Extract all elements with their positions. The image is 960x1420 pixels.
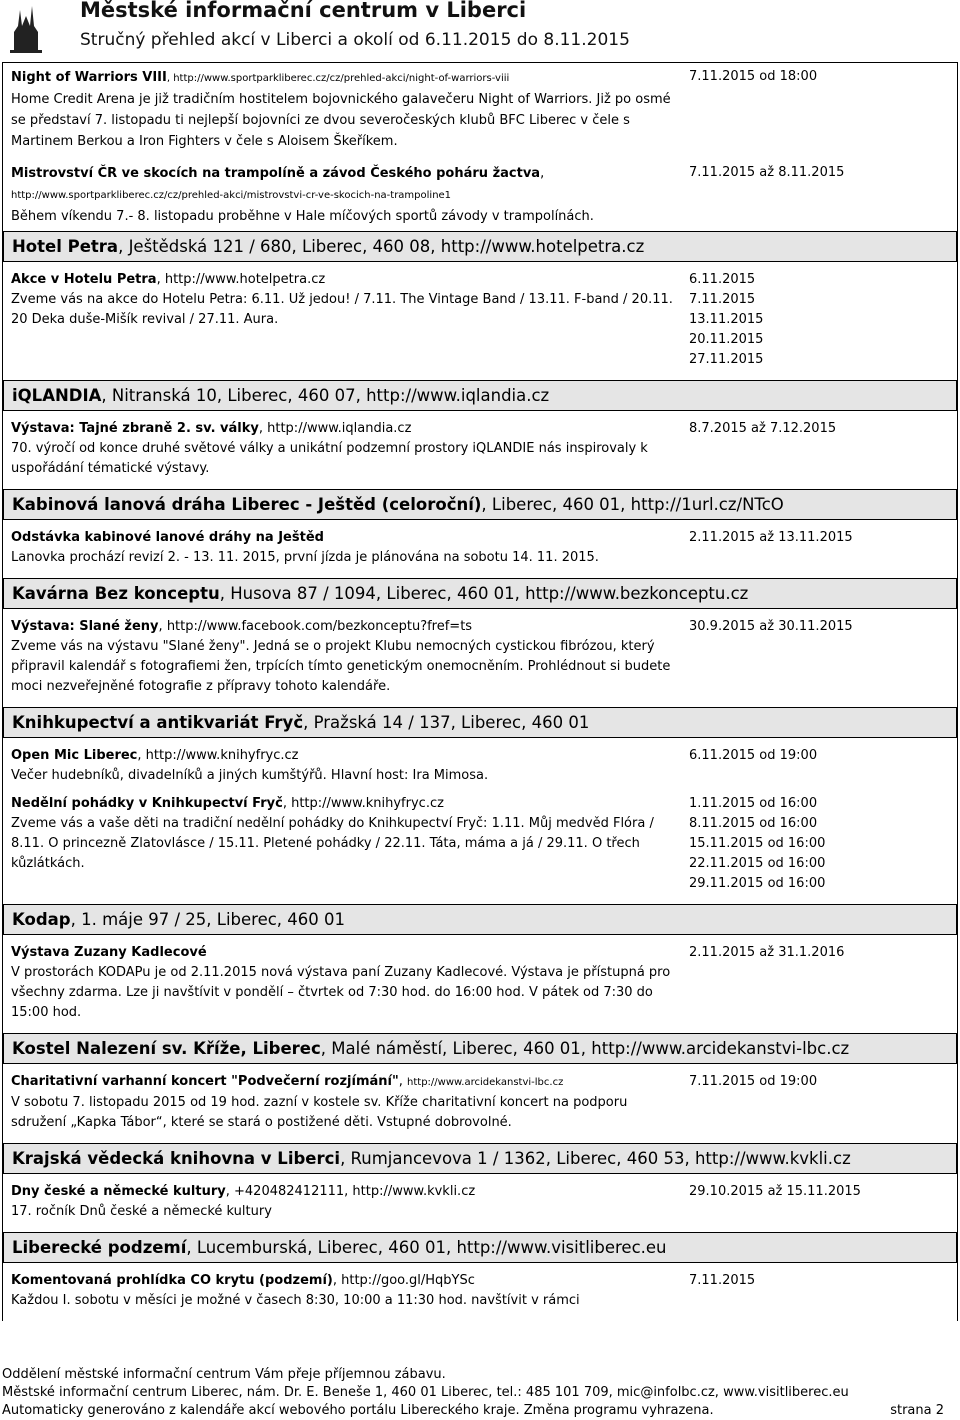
event-description: Zveme vás na akce do Hotelu Petra: 6.11. Už jedou! / 7.11. The Vintage Band / 13.11. F-band / 20.11. 20 Deka duše-Mišík revival / 27.11. Aura. <box>11 292 673 327</box>
event-title: Open Mic Liberec <box>11 748 138 763</box>
venue-block <box>2 707 958 904</box>
venue-block <box>2 904 958 1033</box>
venue-address: , Pražská 14 / 137, Liberec, 460 01 <box>303 713 590 732</box>
event-row: Charitativní varhanní koncert "Podvečerní rozjímání", http://www.arcidekanstvi-lbc.cz V sobotu 7. listopadu 2015 od 19 hod. zazní v kostele sv. Kříže charitativní koncert na podporu sdružení „Kapka Tábor“, které se stará o postižené děti. Vstupné dobrovolné. 7.11.2015 od 19:00 <box>3 1064 957 1133</box>
event-title: Odstávka kabinové lanové dráhy na Ještěd <box>11 530 324 545</box>
event-date: 20.11.2015 <box>689 332 764 347</box>
event-date: 29.11.2015 od 16:00 <box>689 876 826 891</box>
event-url[interactable]: http://www.arcidekanstvi-lbc.cz <box>407 1077 564 1088</box>
venue-header <box>3 1033 957 1064</box>
page-header <box>0 0 960 62</box>
event-row <box>3 520 957 568</box>
footer-disclaimer: Automaticky generováno z kalendáře akcí webového portálu Libereckého kraje. Změna programu vyhrazena. <box>2 1403 714 1418</box>
event-row: Výstava: Slané ženy, http://www.facebook.com/bezkonceptu?fref=ts Zveme vás na výstavu "Slané ženy". Jedná se o projekt Klubu nemocných cystickou fibrózou, který připravil kalendář s fotografiemi žen, trpících tímto genetickým onemocněním. Prohlédnout si budete moci nezveřejněné fotografie z přípravy tohoto kalendáře. 30.9.2015 až 30.11.2015 <box>3 609 957 697</box>
event-date: 7.11.2015 až 8.11.2015 <box>689 165 845 180</box>
event-row: Dny české a německé kultury, +420482412111, http://www.kvkli.cz 17. ročník Dnů české a německé kultury 29.10.2015 až 15.11.2015 <box>3 1174 957 1222</box>
event-date: 7.11.2015 <box>689 292 756 307</box>
venue-block <box>2 1033 958 1143</box>
event-url[interactable]: http://www.knihyfryc.cz <box>291 796 444 811</box>
venue-header <box>3 707 957 738</box>
venue-address: , Lucemburská, Liberec, 460 01, http://www.visitliberec.eu <box>186 1238 667 1257</box>
event-row: Výstava: Tajné zbraně 2. sv. války, http://www.iqlandia.cz 70. výročí od konce druhé světové války a unikátní podzemní prostory iQLANDIE nás inspirovaly k uspořádání tématické výstavy. 8.7.2015 až 7.12.2015 <box>3 411 957 479</box>
venue-block <box>2 1232 958 1321</box>
venue-name: Kabinová lanová dráha Liberec - Ještěd (celoroční) <box>12 495 482 514</box>
event-description: Zveme vás a vaše děti na tradiční nedělní pohádky do Knihkupectví Fryč: 1.11. Můj medvěd Flóra / 8.11. O princezně Zlatovlásce / 15.11. Pletené pohádky / 22.11. Táta, máma a já / 29.11. O třech kůzlátkách. <box>11 816 654 871</box>
venue-block <box>2 1143 958 1232</box>
venue-address: , Liberec, 460 01, http://1url.cz/NTcO <box>481 495 784 514</box>
venue-name: Hotel Petra <box>12 237 119 256</box>
event-date: 6.11.2015 <box>689 272 756 287</box>
event-date: 7.11.2015 <box>689 1273 756 1288</box>
event-title: Výstava Zuzany Kadlecové <box>11 945 207 960</box>
venue-header <box>3 578 957 609</box>
venue-header <box>3 489 957 520</box>
event-url[interactable]: http://www.facebook.com/bezkonceptu?fref=ts <box>166 619 473 634</box>
venue-name: Kostel Nalezení sv. Kříže, Liberec <box>12 1039 321 1058</box>
event-date: 13.11.2015 <box>689 312 764 327</box>
venue-name: Kavárna Bez konceptu <box>12 584 220 603</box>
event-title: Nedělní pohádky v Knihkupectví Fryč <box>11 796 283 811</box>
event-url[interactable]: +420482412111, http://www.kvkli.cz <box>234 1184 476 1199</box>
event-row <box>3 935 957 1023</box>
venue-name: Knihkupectví a antikvariát Fryč <box>12 713 304 732</box>
event-row: Komentovaná prohlídka CO krytu (podzemí), http://goo.gl/HqbYSc Každou I. sobotu v měsíci je možné v časech 8:30, 10:00 a 11:30 hod. navštívit v rámci 7.11.2015 <box>3 1263 957 1311</box>
page-subtitle: Stručný přehled akcí v Liberci a okolí od 6.11.2015 do 8.11.2015 <box>80 30 630 50</box>
venue-address: , Nitranská 10, Liberec, 460 07, http://www.iqlandia.cz <box>101 386 550 405</box>
event-date: 27.11.2015 <box>689 352 764 367</box>
venue-address: , Rumjancevova 1 / 1362, Liberec, 460 53, http://www.kvkli.cz <box>340 1149 851 1168</box>
events-listing <box>2 62 958 1321</box>
event-description: Večer hudebníků, divadelníků a jiných kumštýřů. Hlavní host: Ira Mimosa. <box>11 768 489 783</box>
event-description: Lanovka prochází revizí 2. - 13. 11. 2015, první jízda je plánována na sobotu 14. 11. 2015. <box>11 550 599 565</box>
venue-address: , Husova 87 / 1094, Liberec, 460 01, http://www.bezkonceptu.cz <box>219 584 749 603</box>
event-date: 7.11.2015 od 19:00 <box>689 1074 818 1089</box>
liberec-town-hall-logo-icon <box>6 2 46 54</box>
event-row: Open Mic Liberec, http://www.knihyfryc.cz Večer hudebníků, divadelníků a jiných kumštýřů. Hlavní host: Ira Mimosa. 6.11.2015 od 19:00 <box>3 738 957 786</box>
venue-address: , 1. máje 97 / 25, Liberec, 460 01 <box>70 910 346 929</box>
page-title: Městské informační centrum v Liberci <box>80 0 527 22</box>
event-url[interactable]: http://goo.gl/HqbYSc <box>341 1273 475 1288</box>
event-url[interactable]: http://www.hotelpetra.cz <box>164 272 326 287</box>
event-row: Mistrovství ČR ve skocích na trampolíně a závod Českého poháru žactva, http://www.sportparkliberec.cz/cz/prehled-akci/mistrovstvi-cr-ve-skocich-na-trampoline1 Během víkendu 7.- 8. listopadu proběhne v Hale míčových sportů závody v trampolínách. 7.11.2015 až 8.11.2015 <box>3 160 957 227</box>
event-url[interactable]: http://www.knihyfryc.cz <box>145 748 299 763</box>
venue-name: Kodap <box>12 910 71 929</box>
venue-header <box>3 380 957 411</box>
venue-block <box>2 380 958 489</box>
venue-header <box>3 231 957 262</box>
event-date: 30.9.2015 až 30.11.2015 <box>689 619 853 634</box>
event-date: 1.11.2015 od 16:00 <box>689 796 818 811</box>
event-date: 29.10.2015 až 15.11.2015 <box>689 1184 861 1199</box>
event-date: 15.11.2015 od 16:00 <box>689 836 826 851</box>
venue-block <box>2 231 958 380</box>
event-date: 8.11.2015 od 16:00 <box>689 816 818 831</box>
venue-header <box>3 904 957 935</box>
event-title: Charitativní varhanní koncert "Podvečerní rozjímání" <box>11 1074 399 1089</box>
page-number: strana 2 <box>890 1403 944 1418</box>
top-events-block <box>2 62 958 231</box>
event-title: Mistrovství ČR ve skocích na trampolíně a závod Českého poháru žactva <box>11 166 541 181</box>
event-title: Dny české a německé kultury <box>11 1184 226 1199</box>
event-title: Komentovaná prohlídka CO krytu (podzemí) <box>11 1273 333 1288</box>
event-description: Během víkendu 7.- 8. listopadu proběhne v Hale míčových sportů závody v trampolínách. <box>11 209 594 224</box>
event-description: Zveme vás na výstavu "Slané ženy". Jedná se o projekt Klubu nemocných cystickou fibrózou, který připravil kalendář s fotografiemi žen, trpících tímto genetickým onemocněním. Prohlédnout si budete moci nezveřejněné fotografie z přípravy tohoto kalendáře. <box>11 639 671 694</box>
venue-name: Liberecké podzemí <box>12 1238 187 1257</box>
event-description: 70. výročí od konce druhé světové války a unikátní podzemní prostory iQLANDIE nás inspirovaly k uspořádání tématické výstavy. <box>11 441 648 476</box>
event-title: Night of Warriors VIII <box>11 70 167 85</box>
event-url[interactable]: http://www.iqlandia.cz <box>267 421 412 436</box>
footer-contact: Městské informační centrum Liberec, nám. Dr. E. Beneše 1, 460 01 Liberec, tel.: 485 101 709, mic@infolbc.cz, www.visitliberec.eu <box>2 1385 849 1400</box>
venue-address: , Ještědská 121 / 680, Liberec, 460 08, http://www.hotelpetra.cz <box>118 237 645 256</box>
event-date: 6.11.2015 od 19:00 <box>689 748 818 763</box>
event-url[interactable]: http://www.sportparkliberec.cz/cz/prehled-akci/night-of-warriors-viii <box>173 73 510 84</box>
venue-address: , Malé náměstí, Liberec, 460 01, http://www.arcidekanstvi-lbc.cz <box>320 1039 850 1058</box>
event-title: Akce v Hotelu Petra <box>11 272 157 287</box>
event-description: V sobotu 7. listopadu 2015 od 19 hod. zazní v kostele sv. Kříže charitativní koncert na podporu sdružení „Kapka Tábor“, které se stará o postižené děti. Vstupné dobrovolné. <box>11 1095 628 1130</box>
venue-name: iQLANDIA <box>12 386 102 405</box>
event-url[interactable]: http://www.sportparkliberec.cz/cz/prehled-akci/mistrovstvi-cr-ve-skocich-na-trampoline1 <box>11 190 452 201</box>
page-footer <box>2 1366 952 1420</box>
event-title: Výstava: Slané ženy <box>11 619 159 634</box>
event-row: Akce v Hotelu Petra, http://www.hotelpetra.cz Zveme vás na akce do Hotelu Petra: 6.11. Už jedou! / 7.11. The Vintage Band / 13.11. F-band / 20.11. 20 Deka duše-Mišík revival / 27.11. Aura. 6.11.2015 7.11.2015 13.11.2015 20.11.2015 27.11.2015 <box>3 262 957 370</box>
event-date: 7.11.2015 od 18:00 <box>689 69 818 84</box>
venue-block <box>2 489 958 578</box>
venue-name: Krajská vědecká knihovna v Liberci <box>12 1149 341 1168</box>
event-row: Night of Warriors VIII, http://www.sportparkliberec.cz/cz/prehled-akci/night-of-warriors-viii Home Credit Arena je již tradičním hostitelem bojovnického galavečeru Night of Warriors. Již po osmé se představí 7. listopadu ti nejlepší bojovníci ze dvou severočeských klubů BFC Liberec v čele s Martinem Berkou a Iron Fighters v čele s Aloisem Škeříkem. 7.11.2015 od 18:00 <box>3 63 957 152</box>
event-description: V prostorách KODAPu je od 2.11.2015 nová výstava paní Zuzany Kadlecové. Výstava je přístupná pro všechny zdarma. Lze ji navštívit v pondělí – čtvrtek od 7:30 hod. do 16:00 hod. V pátek od 7:30 do 15:00 hod. <box>11 965 671 1020</box>
footer-greeting: Oddělení městské informační centrum Vám přeje příjemnou zábavu. <box>2 1367 446 1382</box>
event-description: Každou I. sobotu v měsíci je možné v časech 8:30, 10:00 a 11:30 hod. navštívit v rámci <box>11 1293 580 1308</box>
event-date: 2.11.2015 až 13.11.2015 <box>689 530 853 545</box>
event-date: 22.11.2015 od 16:00 <box>689 856 826 871</box>
venue-header <box>3 1232 957 1263</box>
event-description: 17. ročník Dnů české a německé kultury <box>11 1204 272 1219</box>
event-date: 2.11.2015 až 31.1.2016 <box>689 945 845 960</box>
event-row: Nedělní pohádky v Knihkupectví Fryč, http://www.knihyfryc.cz Zveme vás a vaše děti na tradiční nedělní pohádky do Knihkupectví Fryč: 1.11. Můj medvěd Flóra / 8.11. O princezně Zlatovlásce / 15.11. Pletené pohádky / 22.11. Táta, máma a já / 29.11. O třech kůzlátkách. 1.11.2015 od 16:00 8.11.2015 od 16:00 15.11.2015 od 16:00 22.11.2015 od 16:00 29.11.2015 od 16:00 <box>3 786 957 894</box>
venue-header <box>3 1143 957 1174</box>
venue-block <box>2 578 958 707</box>
event-description: Home Credit Arena je již tradičním hostitelem bojovnického galavečeru Night of Warriors. Již po osmé se představí 7. listopadu ti nejlepší bojovníci ze dvou severočeských klubů BFC Liberec v čele s Martinem Berkou a Iron Fighters v čele s Aloisem Škeříkem. <box>11 92 671 149</box>
event-date: 8.7.2015 až 7.12.2015 <box>689 421 837 436</box>
event-title: Výstava: Tajné zbraně 2. sv. války <box>11 421 259 436</box>
